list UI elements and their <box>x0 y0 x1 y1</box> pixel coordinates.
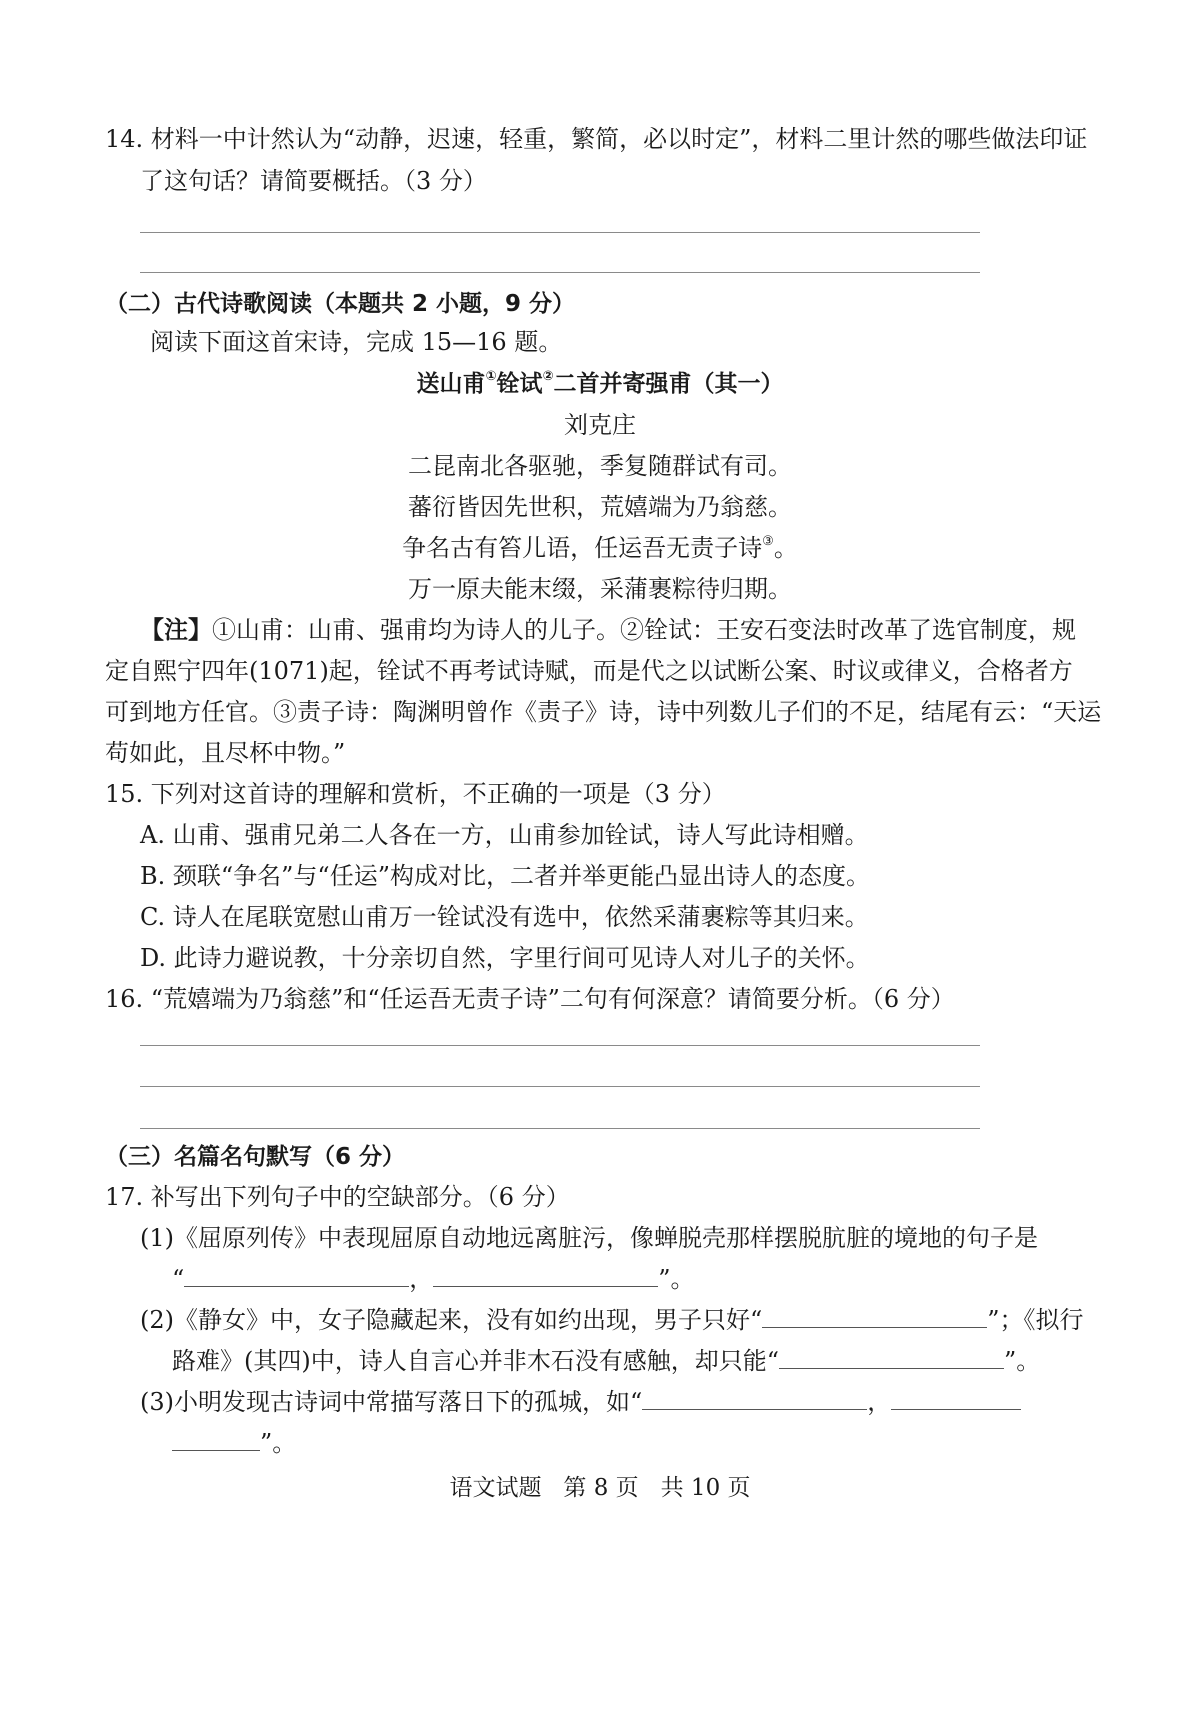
fill-blank[interactable] <box>184 1262 409 1287</box>
poem-title-part1: 送山甫 <box>416 371 486 397</box>
footer-subject: 语文试题 <box>449 1475 542 1501</box>
poem-line3-end: 。 <box>773 534 798 562</box>
fill-blank[interactable] <box>891 1385 1021 1410</box>
page-footer <box>0 1471 1200 1505</box>
answer-line[interactable] <box>140 1086 980 1087</box>
q15-option-d[interactable]: D. 此诗力避说教，十分亲切自然，字里行间可见诗人对儿子的关怀。 <box>140 944 870 972</box>
q14-stem-line1: 14. 材料一中计然认为“动静，迟速，轻重，繁简，必以时定”，材料二里计然的哪些做法印证 <box>105 125 1088 153</box>
fill-blank[interactable] <box>433 1262 658 1287</box>
close-quote: ”。 <box>260 1429 297 1457</box>
note-tag: 【注】 <box>140 616 212 644</box>
q17-part1-line1: (1)《屈原列传》中表现屈原自动地远离脏污，像蝉脱壳那样摆脱肮脏的境地的句子是 <box>140 1224 1038 1252</box>
fill-blank[interactable] <box>762 1303 987 1328</box>
note-line3: 可到地方任官。③责子诗：陶渊明曾作《责子》诗，诗中列数儿子们的不足，结尾有云：“天运 <box>105 698 1102 726</box>
note-line4: 苟如此，且尽杯中物。” <box>105 739 346 767</box>
open-quote: “ <box>172 1265 185 1293</box>
note-line1 <box>140 613 1076 647</box>
poem-title <box>0 367 1200 401</box>
q17-part2-line2 <box>172 1344 1040 1378</box>
poem-title-part3: 二首并寄强甫（其一） <box>553 371 784 397</box>
answer-line[interactable] <box>140 1045 980 1046</box>
q15-option-a[interactable]: A. 山甫、强甫兄弟二人各在一方，山甫参加铨试，诗人写此诗相赠。 <box>140 821 869 849</box>
fill-blank[interactable] <box>779 1344 1004 1369</box>
poem-title-part2: 铨试 <box>496 371 543 397</box>
poem-line: 蕃衍皆因先世积，荒嬉端为乃翁慈。 <box>408 493 792 521</box>
footnote-marker: ① <box>485 369 497 384</box>
q17-part2-text-cont: ”；《拟行 <box>987 1306 1084 1334</box>
section2-intro: 阅读下面这首宋诗，完成 15—16 题。 <box>150 328 563 356</box>
fill-blank[interactable] <box>642 1385 867 1410</box>
note-line2: 定自熙宁四年(1071)起，铨试不再考试诗赋，而是代之以试断公案、时议或律义，合格者方 <box>105 657 1073 685</box>
fill-blank[interactable] <box>172 1426 260 1451</box>
section3-heading: （三）名篇名句默写（6 分） <box>105 1144 406 1170</box>
q17-part2-line1 <box>140 1303 1084 1337</box>
poem-line3-text: 争名古有笞儿语，任运吾无责子诗 <box>402 534 763 562</box>
q15-stem: 15. 下列对这首诗的理解和赏析，不正确的一项是（3 分） <box>105 780 726 808</box>
footnote-marker: ② <box>542 369 554 384</box>
q17-part1-line2 <box>172 1262 695 1296</box>
q17-part2-text: (2)《静女》中，女子隐藏起来，没有如约出现，男子只好“ <box>140 1306 763 1334</box>
q17-part3-line1 <box>140 1385 1021 1419</box>
poem-line: 二昆南北各驱驰，季复随群试有司。 <box>408 452 792 480</box>
q14-stem-line2: 了这句话？请简要概括。（3 分） <box>140 167 487 195</box>
poem-line: 万一原夫能末缀，采蒲裹粽待归期。 <box>408 575 792 603</box>
comma: ， <box>409 1265 434 1293</box>
q17-part3-line2 <box>172 1426 296 1460</box>
section2-heading: （二）古代诗歌阅读（本题共 2 小题，9 分） <box>105 291 576 317</box>
poem-line <box>0 531 1200 565</box>
q17-part3-text: (3)小明发现古诗词中常描写落日下的孤城，如“ <box>140 1388 643 1416</box>
q15-option-c[interactable]: C. 诗人在尾联宽慰山甫万一铨试没有选中，依然采蒲裹粽等其归来。 <box>140 903 869 931</box>
q17-stem: 17. 补写出下列句子中的空缺部分。（6 分） <box>105 1183 570 1211</box>
note-text: ①山甫：山甫、强甫均为诗人的儿子。②铨试：王安石变法时改革了选官制度，规 <box>212 616 1076 644</box>
answer-line[interactable] <box>140 232 980 233</box>
answer-line[interactable] <box>140 272 980 273</box>
q16-stem: 16. “荒嬉端为乃翁慈”和“任运吾无责子诗”二句有何深意？请简要分析。（6 分） <box>105 985 955 1013</box>
q15-option-b[interactable]: B. 颈联“争名”与“任运”构成对比，二者并举更能凸显出诗人的态度。 <box>140 862 870 890</box>
close-quote: ”。 <box>658 1265 695 1293</box>
close-quote: ”。 <box>1004 1347 1041 1375</box>
footer-page: 第 8 页 <box>563 1475 639 1501</box>
poem-author: 刘克庄 <box>564 411 636 439</box>
footnote-marker: ③ <box>762 534 774 549</box>
q17-part2-text-line2: 路难》(其四)中，诗人自言心并非木石没有感触，却只能“ <box>172 1347 779 1375</box>
answer-line[interactable] <box>140 1128 980 1129</box>
footer-total: 共 10 页 <box>660 1475 751 1501</box>
comma: ， <box>867 1388 892 1416</box>
